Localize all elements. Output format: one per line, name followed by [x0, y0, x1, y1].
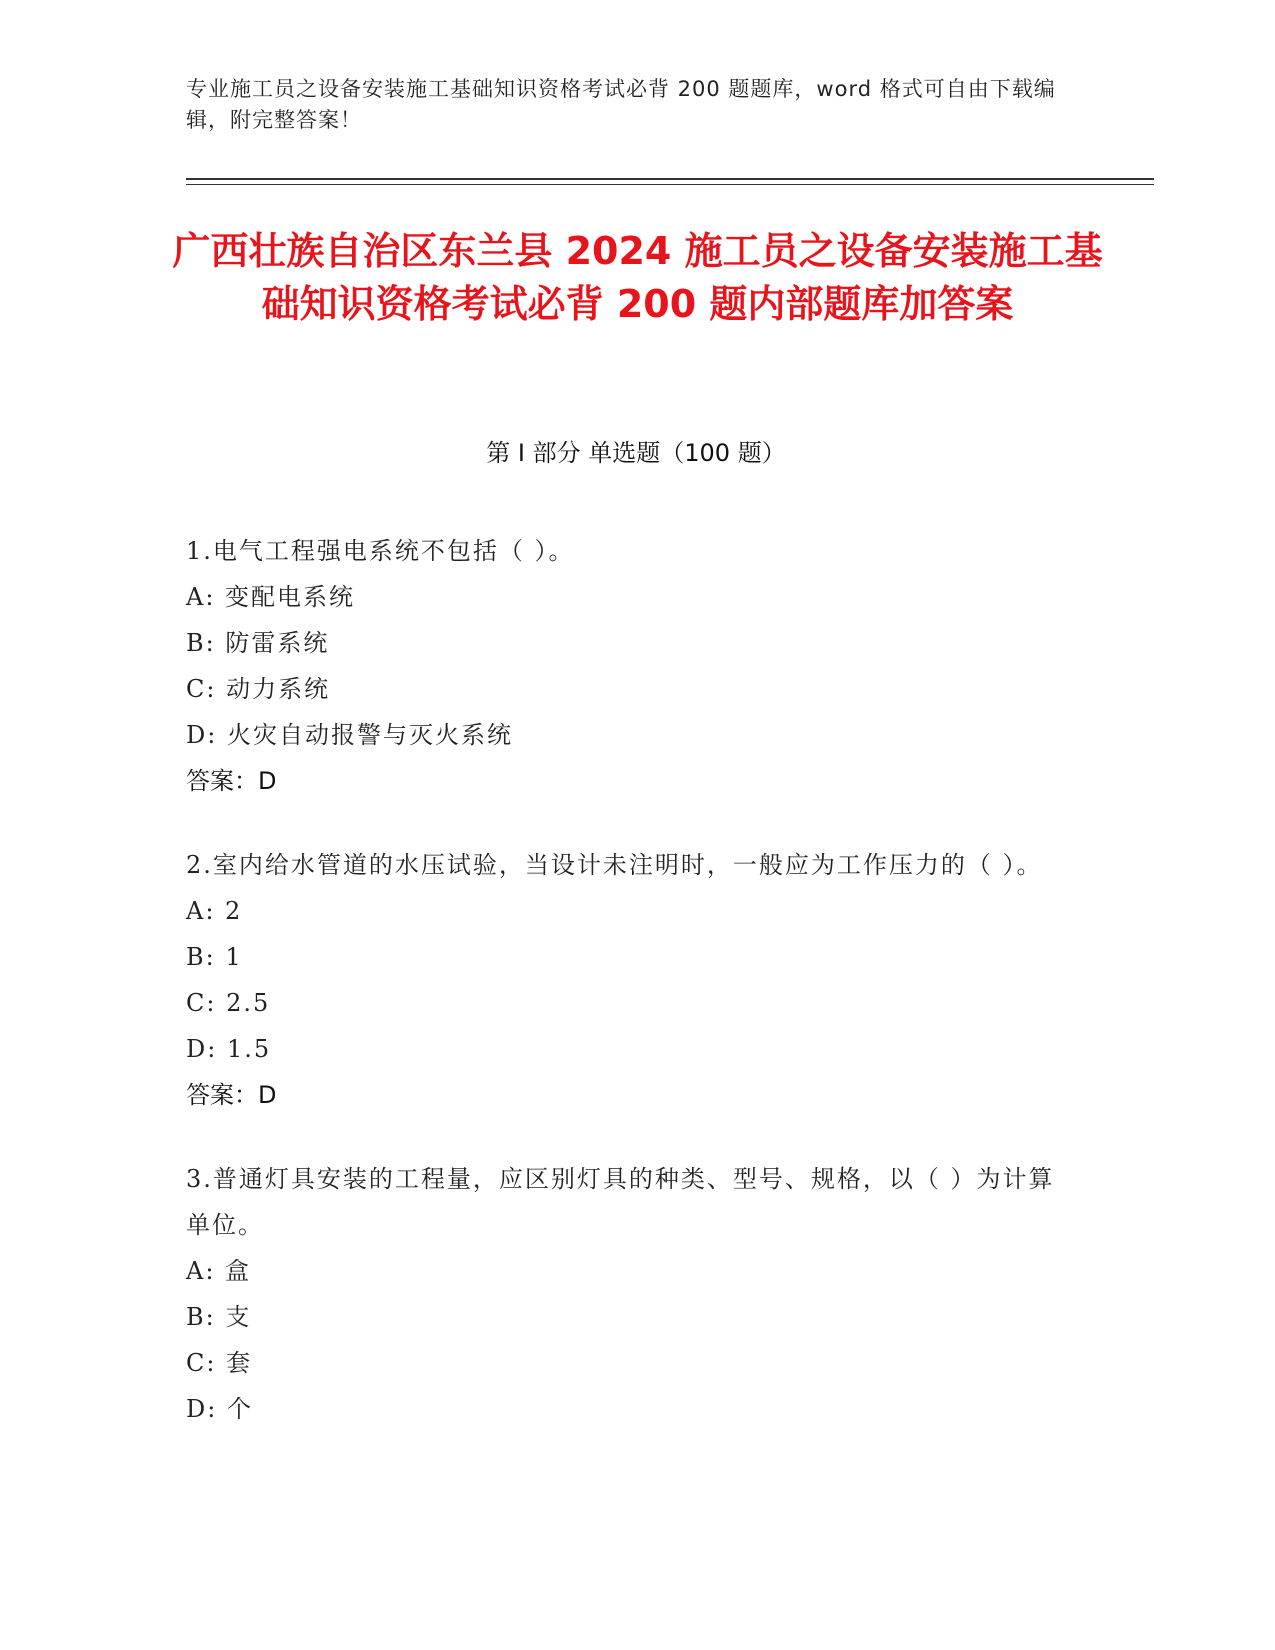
answer: 答案：D	[186, 767, 277, 795]
header-rule-thick	[186, 178, 1154, 180]
question-2	[186, 842, 1076, 1118]
question-stem: 1.电气工程强电系统不包括（ ）。	[186, 537, 575, 565]
option-c: C: 动力系统	[186, 675, 331, 703]
question-3	[186, 1156, 1076, 1432]
question-1	[186, 528, 1076, 804]
question-stem: 2.室内给水管道的水压试验，当设计未注明时，一般应为工作压力的（ ）。	[186, 851, 1043, 879]
question-list	[186, 528, 1076, 1470]
option-c: C: 2.5	[186, 989, 271, 1017]
option-a: A: 2	[186, 897, 243, 925]
option-d: D: 1.5	[186, 1035, 272, 1063]
document-title: 广西壮族自治区东兰县 2024 施工员之设备安装施工基础知识资格考试必背 200 题内部题库加答案	[172, 229, 1103, 326]
option-b: B: 防雷系统	[186, 629, 330, 657]
option-d: D: 个	[186, 1395, 253, 1423]
option-b: B: 支	[186, 1303, 252, 1331]
option-a: A: 盒	[186, 1257, 252, 1285]
section-title: 第 I 部分 单选题（100 题）	[486, 439, 786, 467]
option-d: D: 火灾自动报警与灭火系统	[186, 721, 513, 749]
option-c: C: 套	[186, 1349, 253, 1377]
header-note: 专业施工员之设备安装施工基础知识资格考试必背 200 题题库，word 格式可自由下载编辑，附完整答案！	[186, 77, 1056, 132]
header-rule-thin	[186, 184, 1154, 185]
question-stem: 3.普通灯具安装的工程量，应区别灯具的种类、型号、规格，以（ ）为计算单位。	[186, 1165, 1055, 1239]
option-b: B: 1	[186, 943, 243, 971]
option-a: A: 变配电系统	[186, 583, 356, 611]
answer: 答案：D	[186, 1081, 277, 1109]
